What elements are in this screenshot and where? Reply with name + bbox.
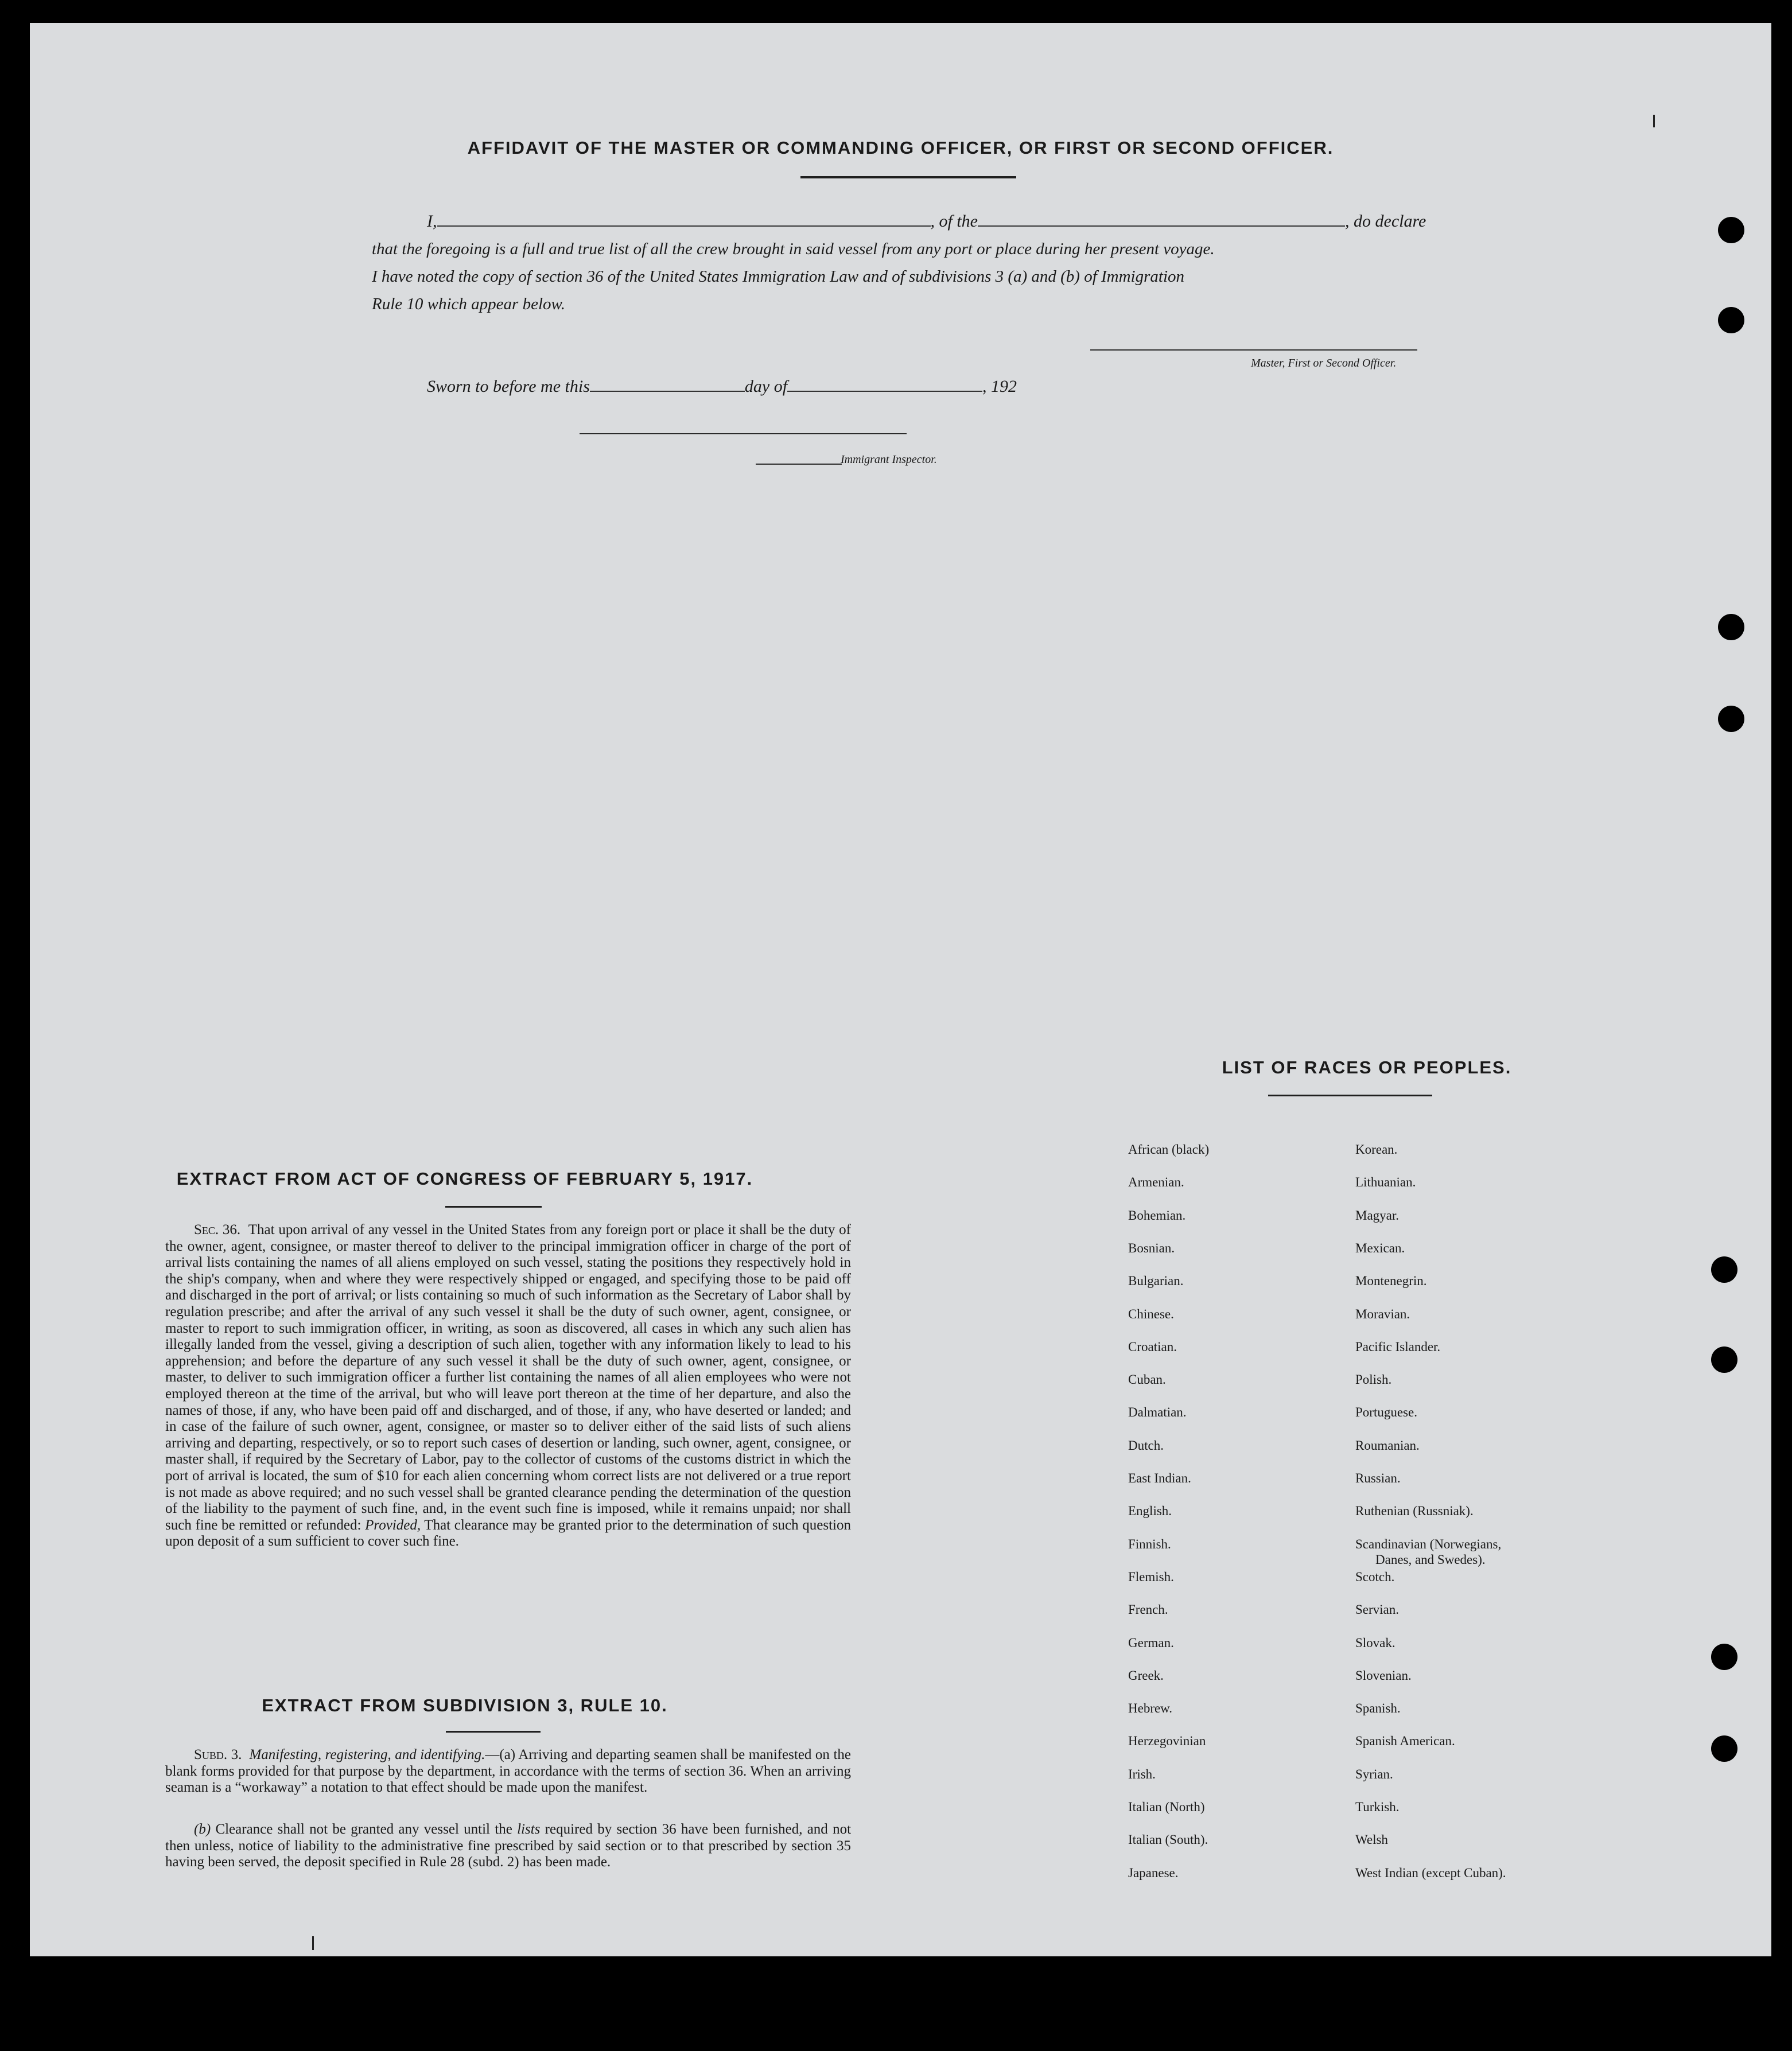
race-item: Ruthenian (Russniak).	[1355, 1504, 1474, 1519]
race-item: Welsh	[1355, 1832, 1388, 1847]
race-item: Irish.	[1128, 1766, 1156, 1781]
subd-a-text: Arriving and departing seamen shall be manifested on the blank forms provided for that purpose by the department, in accordance with the terms of section 36. When an arriving seaman is a “workaway” a notation to that effect should be made upon the manifest.	[165, 1747, 851, 1796]
race-item: Portuguese.	[1355, 1405, 1417, 1420]
race-item: Japanese.	[1128, 1865, 1179, 1880]
binder-hole	[1711, 1735, 1737, 1762]
rule-extract-title: EXTRACT FROM SUBDIVISION 3, RULE 10.	[262, 1695, 668, 1715]
subd-b-lists: lists	[517, 1822, 541, 1837]
race-item: Flemish.	[1128, 1569, 1174, 1584]
sworn-line	[427, 376, 1017, 397]
sworn-day-of: day of	[744, 377, 788, 396]
binder-hole	[1718, 307, 1744, 333]
subd-heading: Manifesting, registering, and identifying.	[249, 1747, 485, 1762]
inspector-signature-label: Immigrant Inspector.	[841, 453, 937, 466]
races-title: LIST OF RACES OR PEOPLES.	[1222, 1057, 1512, 1077]
declaration-do-declare: , do declare	[1345, 212, 1426, 231]
section-36-body: That upon arrival of any vessel in the United States from any foreign port or place it shall be the duty of the owner, agent, consignee, or master thereof to deliver to the principal immigration officer in charge of the port of arrival lists containing the names of all aliens employed on such vessel, stating the positions they respectively hold in the ship's company, when and where they were respectively shipped or engaged, and specifying those to be paid off and discharged in the port of arrival; or lists containing so much of such information as the Secretary of Labor shall by regulation prescribe; and after the arrival of any such vessel it shall be the duty of such owner, agent, consignee, or master to report to such immigration officer, in writing, as soon as discovered, all cases in which any such alien has illegally landed from the vessel, giving a description of such alien, together with any information likely to lead to his apprehension; and before the departure of any such vessel it shall be the duty of such owner, agent, consignee, or master, to deliver to such immigration officer a further list containing the names of all alien employees who were not employed thereon at the time of the arrival, but who will leave port thereon at the time of her departure, and also the names of those, if any, who have been paid off and discharged, and of those, if any, who have deserted or landed; and in case of the failure of such owner, agent, consignee, or master so to deliver either of the said lists of such aliens arriving and departing, respectively, or so to report such cases of desertion or landing, such owner, agent, consignee, or master shall, if required by the Secretary of Labor, pay to the collector of customs of the customs district in which the port of arrival is located, the sum of $10 for each alien concerning whom correct lists are not delivered or a true report is not made as above required; and no such vessel shall be granted clearance pending the determination of the question of the liability to the payment of such fine, and, in the event such fine is imposed, while it remains unpaid; nor shall such fine be remitted or refunded:	[165, 1222, 852, 1533]
subd-label: Subd. 3.	[194, 1747, 242, 1762]
race-item: Syrian.	[1355, 1766, 1393, 1781]
binder-hole	[1711, 1346, 1737, 1373]
declaration-i: I,	[427, 212, 437, 231]
race-item: Russian.	[1355, 1471, 1401, 1485]
race-item: Finnish.	[1128, 1536, 1171, 1551]
section-36-text	[165, 1222, 851, 1550]
section-36-body-end: That clearance may be granted prior to the determination of such question upon deposit of a sum sufficient to cover such fine.	[165, 1517, 852, 1550]
race-item: Dalmatian.	[1128, 1405, 1187, 1420]
stray-mark	[1653, 115, 1655, 127]
race-item: Scandinavian (Norwegians,	[1355, 1536, 1502, 1551]
race-item: Bosnian.	[1128, 1240, 1175, 1255]
race-item: Italian (North)	[1128, 1800, 1205, 1814]
race-item: Dutch.	[1128, 1438, 1164, 1453]
rule-extract-title-rule	[446, 1731, 541, 1733]
master-signature-line	[1090, 349, 1417, 351]
subd-b-text-2: required by section 36 have been furnished, and not then unless, notice of liability to the administrative fine prescribed by said section or to that prescribed by section 35 having been served, the deposit specified in Rule 28 (subd. 2) has been made.	[165, 1822, 852, 1870]
race-item: Spanish.	[1355, 1701, 1401, 1716]
declaration-of-the: , of the	[930, 212, 978, 231]
race-item: Armenian.	[1128, 1175, 1184, 1190]
race-item: West Indian (except Cuban).	[1355, 1865, 1506, 1880]
subd-b-label: (b)	[194, 1822, 211, 1837]
race-item: French.	[1128, 1602, 1168, 1617]
subdivision-3-b-text	[165, 1822, 851, 1871]
subd-a-label: —(a)	[485, 1747, 516, 1762]
act-extract-title: EXTRACT FROM ACT OF CONGRESS OF FEBRUARY 5, 1917.	[176, 1169, 753, 1189]
race-item: Slovenian.	[1355, 1668, 1412, 1683]
declaration-line-2: that the foregoing is a full and true list of all the crew brought in said vessel from any port or place during her present voyage.	[372, 240, 1215, 258]
race-item: Moravian.	[1355, 1306, 1410, 1321]
race-item: Polish.	[1355, 1372, 1392, 1387]
race-item: Chinese.	[1128, 1306, 1174, 1321]
sworn-year: , 192	[982, 377, 1017, 396]
affidavit-title-rule	[800, 176, 1016, 178]
document-page	[30, 23, 1771, 1956]
race-item: Danes, and Swedes).	[1375, 1552, 1486, 1567]
race-item: Mexican.	[1355, 1240, 1405, 1255]
subdivision-3-a-text	[165, 1747, 851, 1796]
section-36-label: Sec. 36.	[194, 1222, 241, 1237]
race-item: Greek.	[1128, 1668, 1164, 1683]
race-item: Pacific Islander.	[1355, 1339, 1441, 1354]
sworn-prefix: Sworn to before me this	[427, 377, 590, 396]
declaration-line-1	[427, 211, 1426, 232]
race-item: German.	[1128, 1635, 1174, 1650]
binder-hole	[1718, 706, 1744, 732]
day-blank	[590, 377, 745, 392]
race-item: Herzegovinian	[1128, 1734, 1206, 1749]
affidavit-title: AFFIDAVIT OF THE MASTER OR COMMANDING OFFICER, OR FIRST OR SECOND OFFICER.	[467, 138, 1334, 158]
stray-mark	[312, 1936, 314, 1950]
subd-b-text-1: Clearance shall not be granted any vessel until the	[215, 1822, 512, 1837]
inspector-signature-line	[580, 433, 907, 434]
name-blank	[437, 212, 931, 227]
race-item: Scotch.	[1355, 1569, 1395, 1584]
declaration-line-3: I have noted the copy of section 36 of the United States Immigration Law and of subdivisions 3 (a) and (b) of Immigration	[372, 267, 1185, 286]
act-extract-title-rule	[445, 1206, 542, 1208]
race-item: Roumanian.	[1355, 1438, 1420, 1453]
race-item: Bohemian.	[1128, 1208, 1186, 1223]
race-item: Hebrew.	[1128, 1701, 1173, 1716]
race-item: Slovak.	[1355, 1635, 1395, 1650]
race-item: Korean.	[1355, 1142, 1398, 1157]
section-36-provided: Provided,	[365, 1517, 421, 1533]
master-signature-label: Master, First or Second Officer.	[1251, 357, 1397, 369]
race-item: African (black)	[1128, 1142, 1210, 1157]
race-item: Servian.	[1355, 1602, 1400, 1617]
binder-hole	[1711, 1644, 1737, 1670]
month-blank	[787, 377, 982, 392]
race-item: Montenegrin.	[1355, 1274, 1427, 1289]
race-item: Bulgarian.	[1128, 1274, 1184, 1289]
declaration-line-4: Rule 10 which appear below.	[372, 295, 565, 313]
race-item: Lithuanian.	[1355, 1175, 1416, 1190]
binder-hole	[1718, 217, 1744, 243]
races-title-rule	[1268, 1095, 1432, 1096]
binder-hole	[1718, 614, 1744, 640]
race-item: Italian (South).	[1128, 1832, 1208, 1847]
race-item: Magyar.	[1355, 1208, 1400, 1223]
inspector-short-line	[756, 464, 842, 465]
race-item: English.	[1128, 1504, 1172, 1519]
binder-hole	[1711, 1256, 1737, 1283]
race-item: Croatian.	[1128, 1339, 1177, 1354]
race-item: East Indian.	[1128, 1471, 1191, 1485]
race-item: Spanish American.	[1355, 1734, 1455, 1749]
race-item: Cuban.	[1128, 1372, 1166, 1387]
race-item: Turkish.	[1355, 1800, 1400, 1814]
vessel-blank	[978, 212, 1345, 227]
